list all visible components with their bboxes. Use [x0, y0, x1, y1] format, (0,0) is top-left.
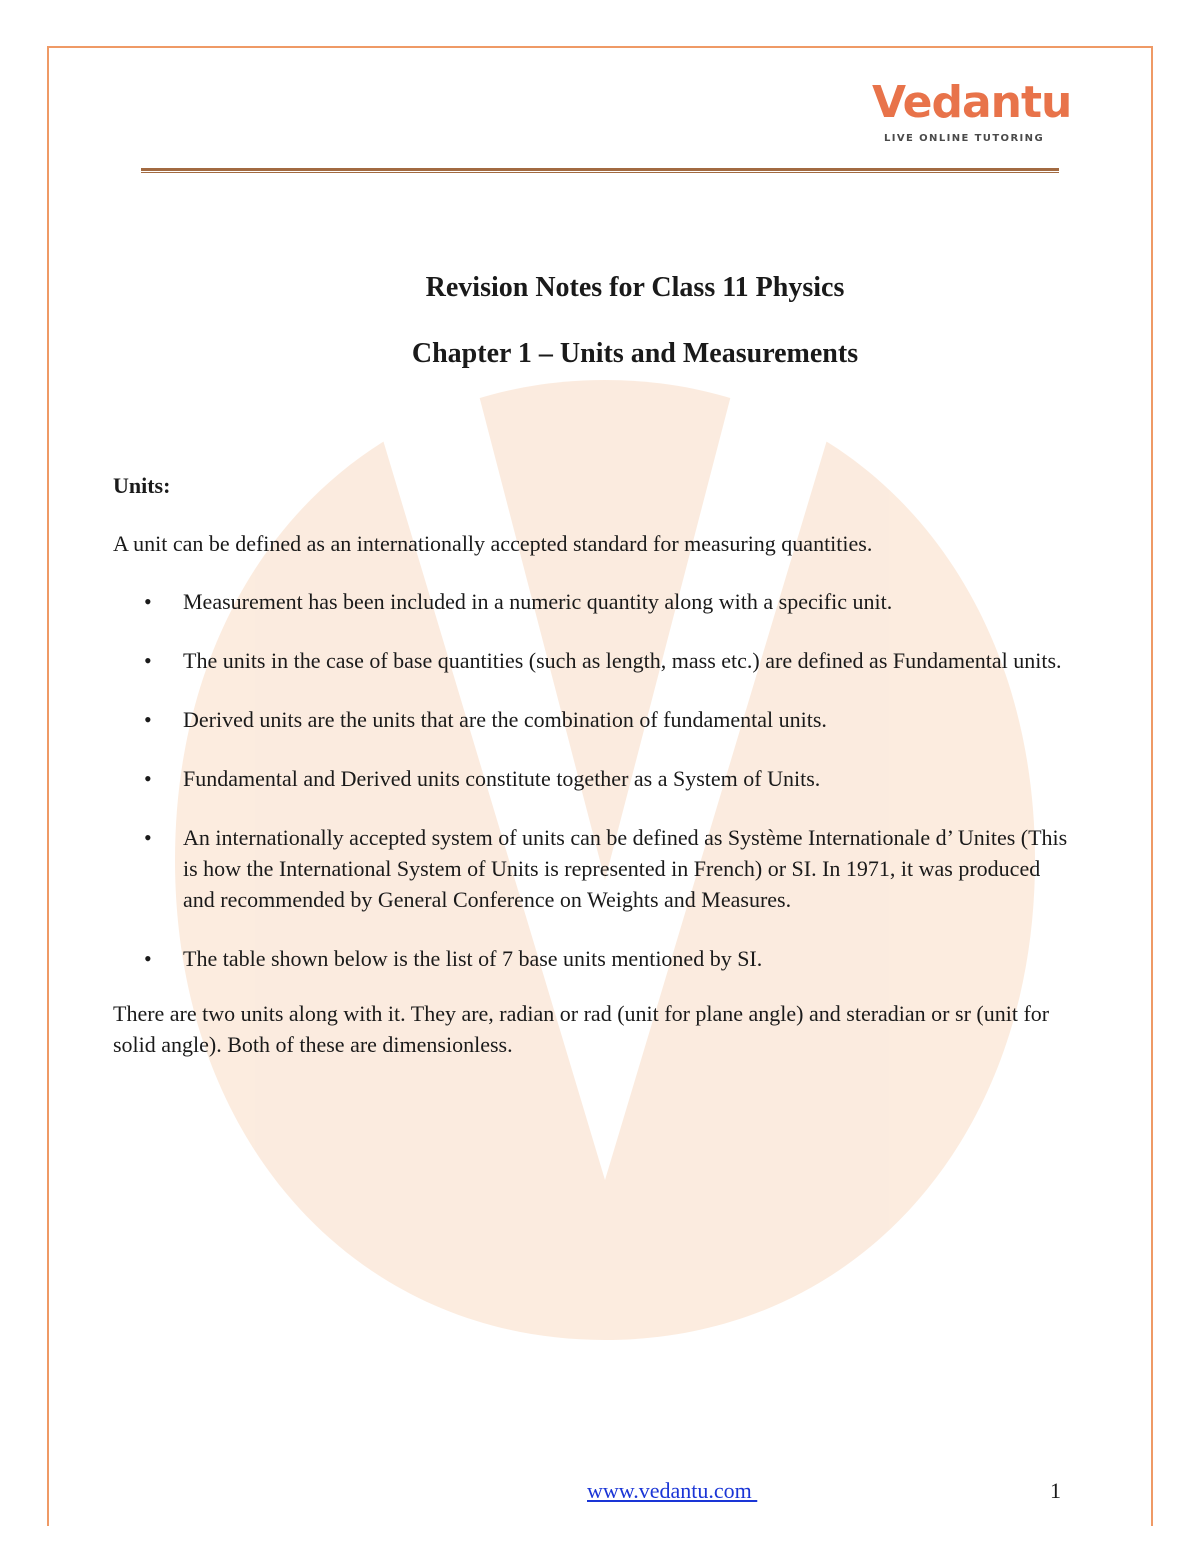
list-item-text: Measurement has been included in a numeric quantity along with a specific unit.	[183, 589, 893, 614]
list-item-text: The table shown below is the list of 7 base units mentioned by SI.	[183, 946, 763, 971]
list-item	[113, 586, 1073, 617]
page-number: 1	[1050, 1478, 1061, 1503]
list-item	[113, 763, 1073, 794]
chapter-title: Chapter 1 – Units and Measurements	[411, 338, 859, 369]
list-item	[113, 822, 1073, 915]
header-divider	[141, 168, 1059, 173]
intro-paragraph: A unit can be defined as an internationally accepted standard for measuring quantities.	[113, 531, 873, 556]
section-heading: Units:	[113, 473, 171, 498]
list-item	[113, 704, 1073, 735]
list-item	[113, 943, 1073, 974]
bullet-icon: •	[144, 589, 152, 614]
list-item-text: Derived units are the units that are the combination of fundamental units.	[183, 707, 827, 732]
vedantu-logo	[870, 77, 1072, 150]
website-link[interactable]: www.vedantu.com	[587, 1478, 758, 1503]
list-item	[113, 645, 1073, 676]
logo-wordmark: Vedantu	[872, 77, 1072, 128]
bullet-icon: •	[144, 766, 152, 791]
list-item-text: An internationally accepted system of units can be defined as Système Internationale d’ Unites (This is how the International System of Units is represented in French) or SI. In 1971, it was produced and recommended by General Conference on Weights and Measures.	[183, 825, 1068, 912]
bullet-icon: •	[144, 648, 152, 673]
bullet-list	[113, 586, 1073, 974]
list-item-text: Fundamental and Derived units constitute together as a System of Units.	[183, 766, 821, 791]
logo-tagline: LIVE ONLINE TUTORING	[884, 133, 1045, 144]
bullet-icon: •	[144, 946, 152, 971]
bullet-icon: •	[144, 825, 152, 850]
closing-paragraph: There are two units along with it. They are, radian or rad (unit for plane angle) and steradian or sr (unit for solid angle). Both of these are dimensionless.	[113, 1001, 1050, 1057]
document-title: Revision Notes for Class 11 Physics	[425, 272, 845, 303]
bullet-icon: •	[144, 707, 152, 732]
main-content	[113, 470, 1073, 1060]
list-item-text: The units in the case of base quantities (such as length, mass etc.) are defined as Fundamental units.	[183, 648, 1062, 673]
